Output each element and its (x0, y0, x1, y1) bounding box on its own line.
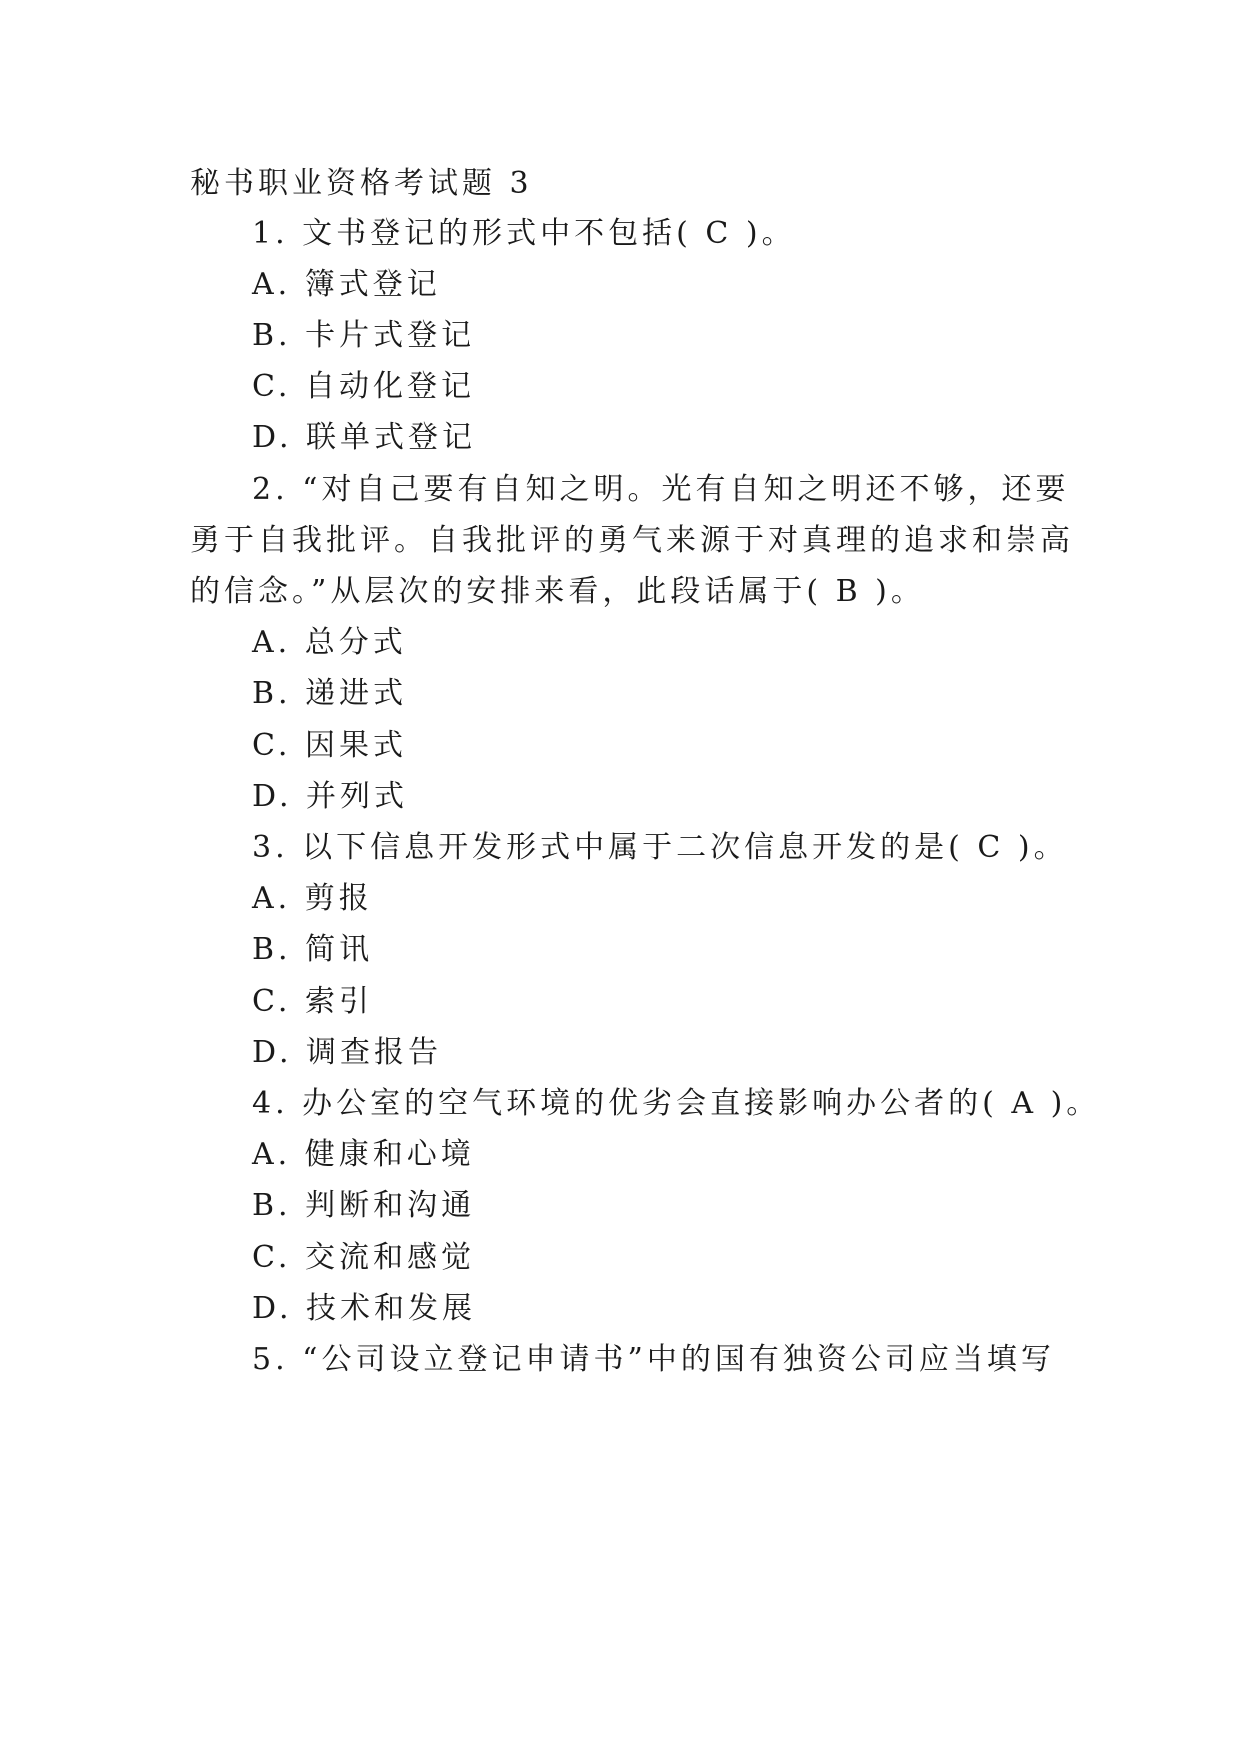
question-1-option-a: A. 簿式登记 (252, 267, 441, 302)
document-title: 秘书职业资格考试题 3 (190, 166, 533, 201)
question-4-option-b: B. 判断和沟通 (252, 1188, 476, 1223)
question-3-option-d: D. 调查报告 (252, 1035, 443, 1070)
question-2-stem-line-2: 勇于自我批评。自我批评的勇气来源于对真理的追求和崇高 (190, 523, 1074, 558)
question-3-stem: 3. 以下信息开发形式中属于二次信息开发的是( C )。 (252, 830, 1068, 865)
question-2-option-b: B. 递进式 (252, 676, 408, 711)
question-4-option-d: D. 技术和发展 (252, 1291, 477, 1326)
question-1-option-c: C. 自动化登记 (252, 369, 475, 404)
question-4-option-c: C. 交流和感觉 (252, 1240, 475, 1275)
question-4-stem: 4. 办公室的空气环境的优劣会直接影响办公者的( A )。 (252, 1086, 1101, 1121)
question-4-option-a: A. 健康和心境 (252, 1137, 475, 1172)
question-1-option-d: D. 联单式登记 (252, 420, 477, 455)
question-2-stem-line-3: 的信念。”从层次的安排来看，此段话属于( B )。 (190, 574, 925, 609)
question-2-stem-line-1: 2. “对自己要有自知之明。光有自知之明还不够，还要 (252, 472, 1070, 507)
question-1-option-b: B. 卡片式登记 (252, 318, 476, 353)
question-2-option-d: D. 并列式 (252, 779, 409, 814)
question-3-option-a: A. 剪报 (252, 881, 373, 916)
question-3-option-c: C. 索引 (252, 984, 373, 1019)
question-3-option-b: B. 简讯 (252, 932, 374, 967)
question-2-option-c: C. 因果式 (252, 728, 407, 763)
question-5-stem: 5. “公司设立登记申请书”中的国有独资公司应当填写 (252, 1342, 1055, 1377)
question-2-option-a: A. 总分式 (252, 625, 407, 660)
question-1-stem: 1. 文书登记的形式中不包括( C )。 (252, 216, 796, 251)
